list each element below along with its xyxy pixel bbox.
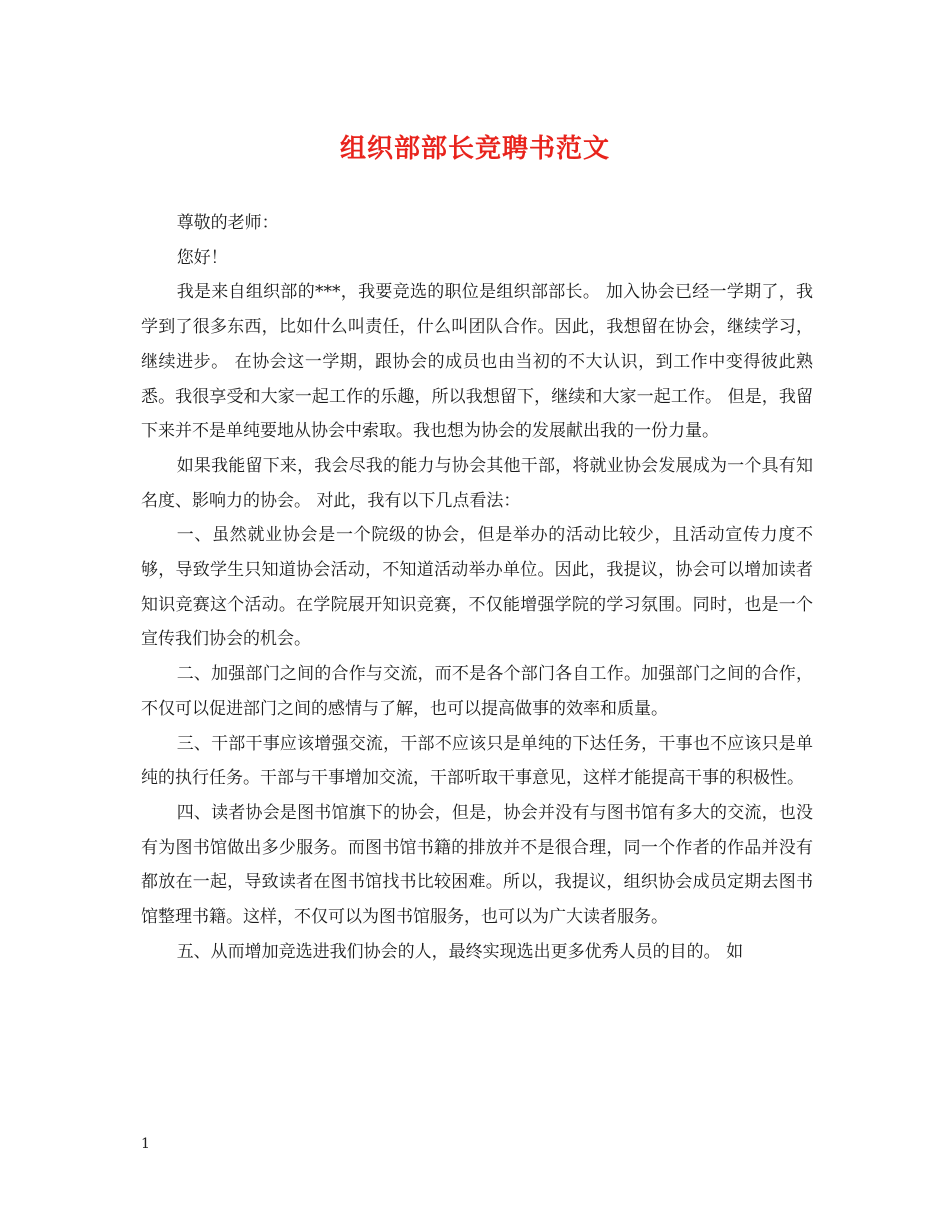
paragraph-point-1: 一、虽然就业协会是一个院级的协会，但是举办的活动比较少，且活动宣传力度不够，导致学生只知道协会活动，不知道活动举办单位。因此，我提议，协会可以增加读者知识竞赛这个活动。在学院展开知识竞赛，不仅能增强学院的学习氛围。同时，也是一个宣传我们协会的机会。: [141, 525, 813, 650]
paragraph-point-3: 三、干部干事应该增强交流，干部不应该只是单纯的下达任务，干事也不应该只是单纯的执行任务。干部与干事增加交流，干部听取干事意见，这样才能提高干事的积极性。: [141, 733, 813, 789]
paragraph-plan: 如果我能留下来，我会尽我的能力与协会其他干部，将就业协会发展成为一个具有知名度、影响力的协会。 对此，我有以下几点看法：: [141, 455, 813, 511]
paragraph-point-4: 四、读者协会是图书馆旗下的协会，但是，协会并没有与图书馆有多大的交流，也没有为图书馆做出多少服务。而图书馆书籍的排放并不是很合理，同一个作者的作品并没有都放在一起，导致读者在图书馆找书比较困难。所以，我提议，组织协会成员定期去图书馆整理书籍。这样，不仅可以为图书馆服务，也可以为广大读者服务。: [141, 802, 813, 928]
paragraph-intro: 我是来自组织部的***，我要竞选的职位是组织部部长。 加入协会已经一学期了，我学到了很多东西，比如什么叫责任，什么叫团队合作。因此，我想留在协会，继续学习，继续进步。 在协会这一学期，跟协会的成员也由当初的不大认识，到工作中变得彼此熟悉。我很享受和大家一起工作的乐趣，所以我想留下，继续和大家一起工作。 但是，我留下来并不是单纯要地从协会中索取。我也想为协会的发展献出我的一份力量。: [141, 282, 813, 442]
paragraph-point-2: 二、加强部门之间的合作与交流，而不是各个部门各自工作。加强部门之间的合作，不仅可以促进部门之间的感情与了解，也可以提高做事的效率和质量。: [141, 664, 813, 719]
page-number: 1: [141, 1136, 150, 1152]
document-title: 组织部部长竞聘书范文: [339, 134, 610, 164]
document-body: [141, 206, 813, 969]
paragraph-point-5: 五、从而增加竞选进我们协会的人，最终实现选出更多优秀人员的目的。 如: [176, 941, 744, 962]
salutation: 尊敬的老师：: [176, 213, 279, 233]
greeting: 您好！: [176, 247, 228, 268]
